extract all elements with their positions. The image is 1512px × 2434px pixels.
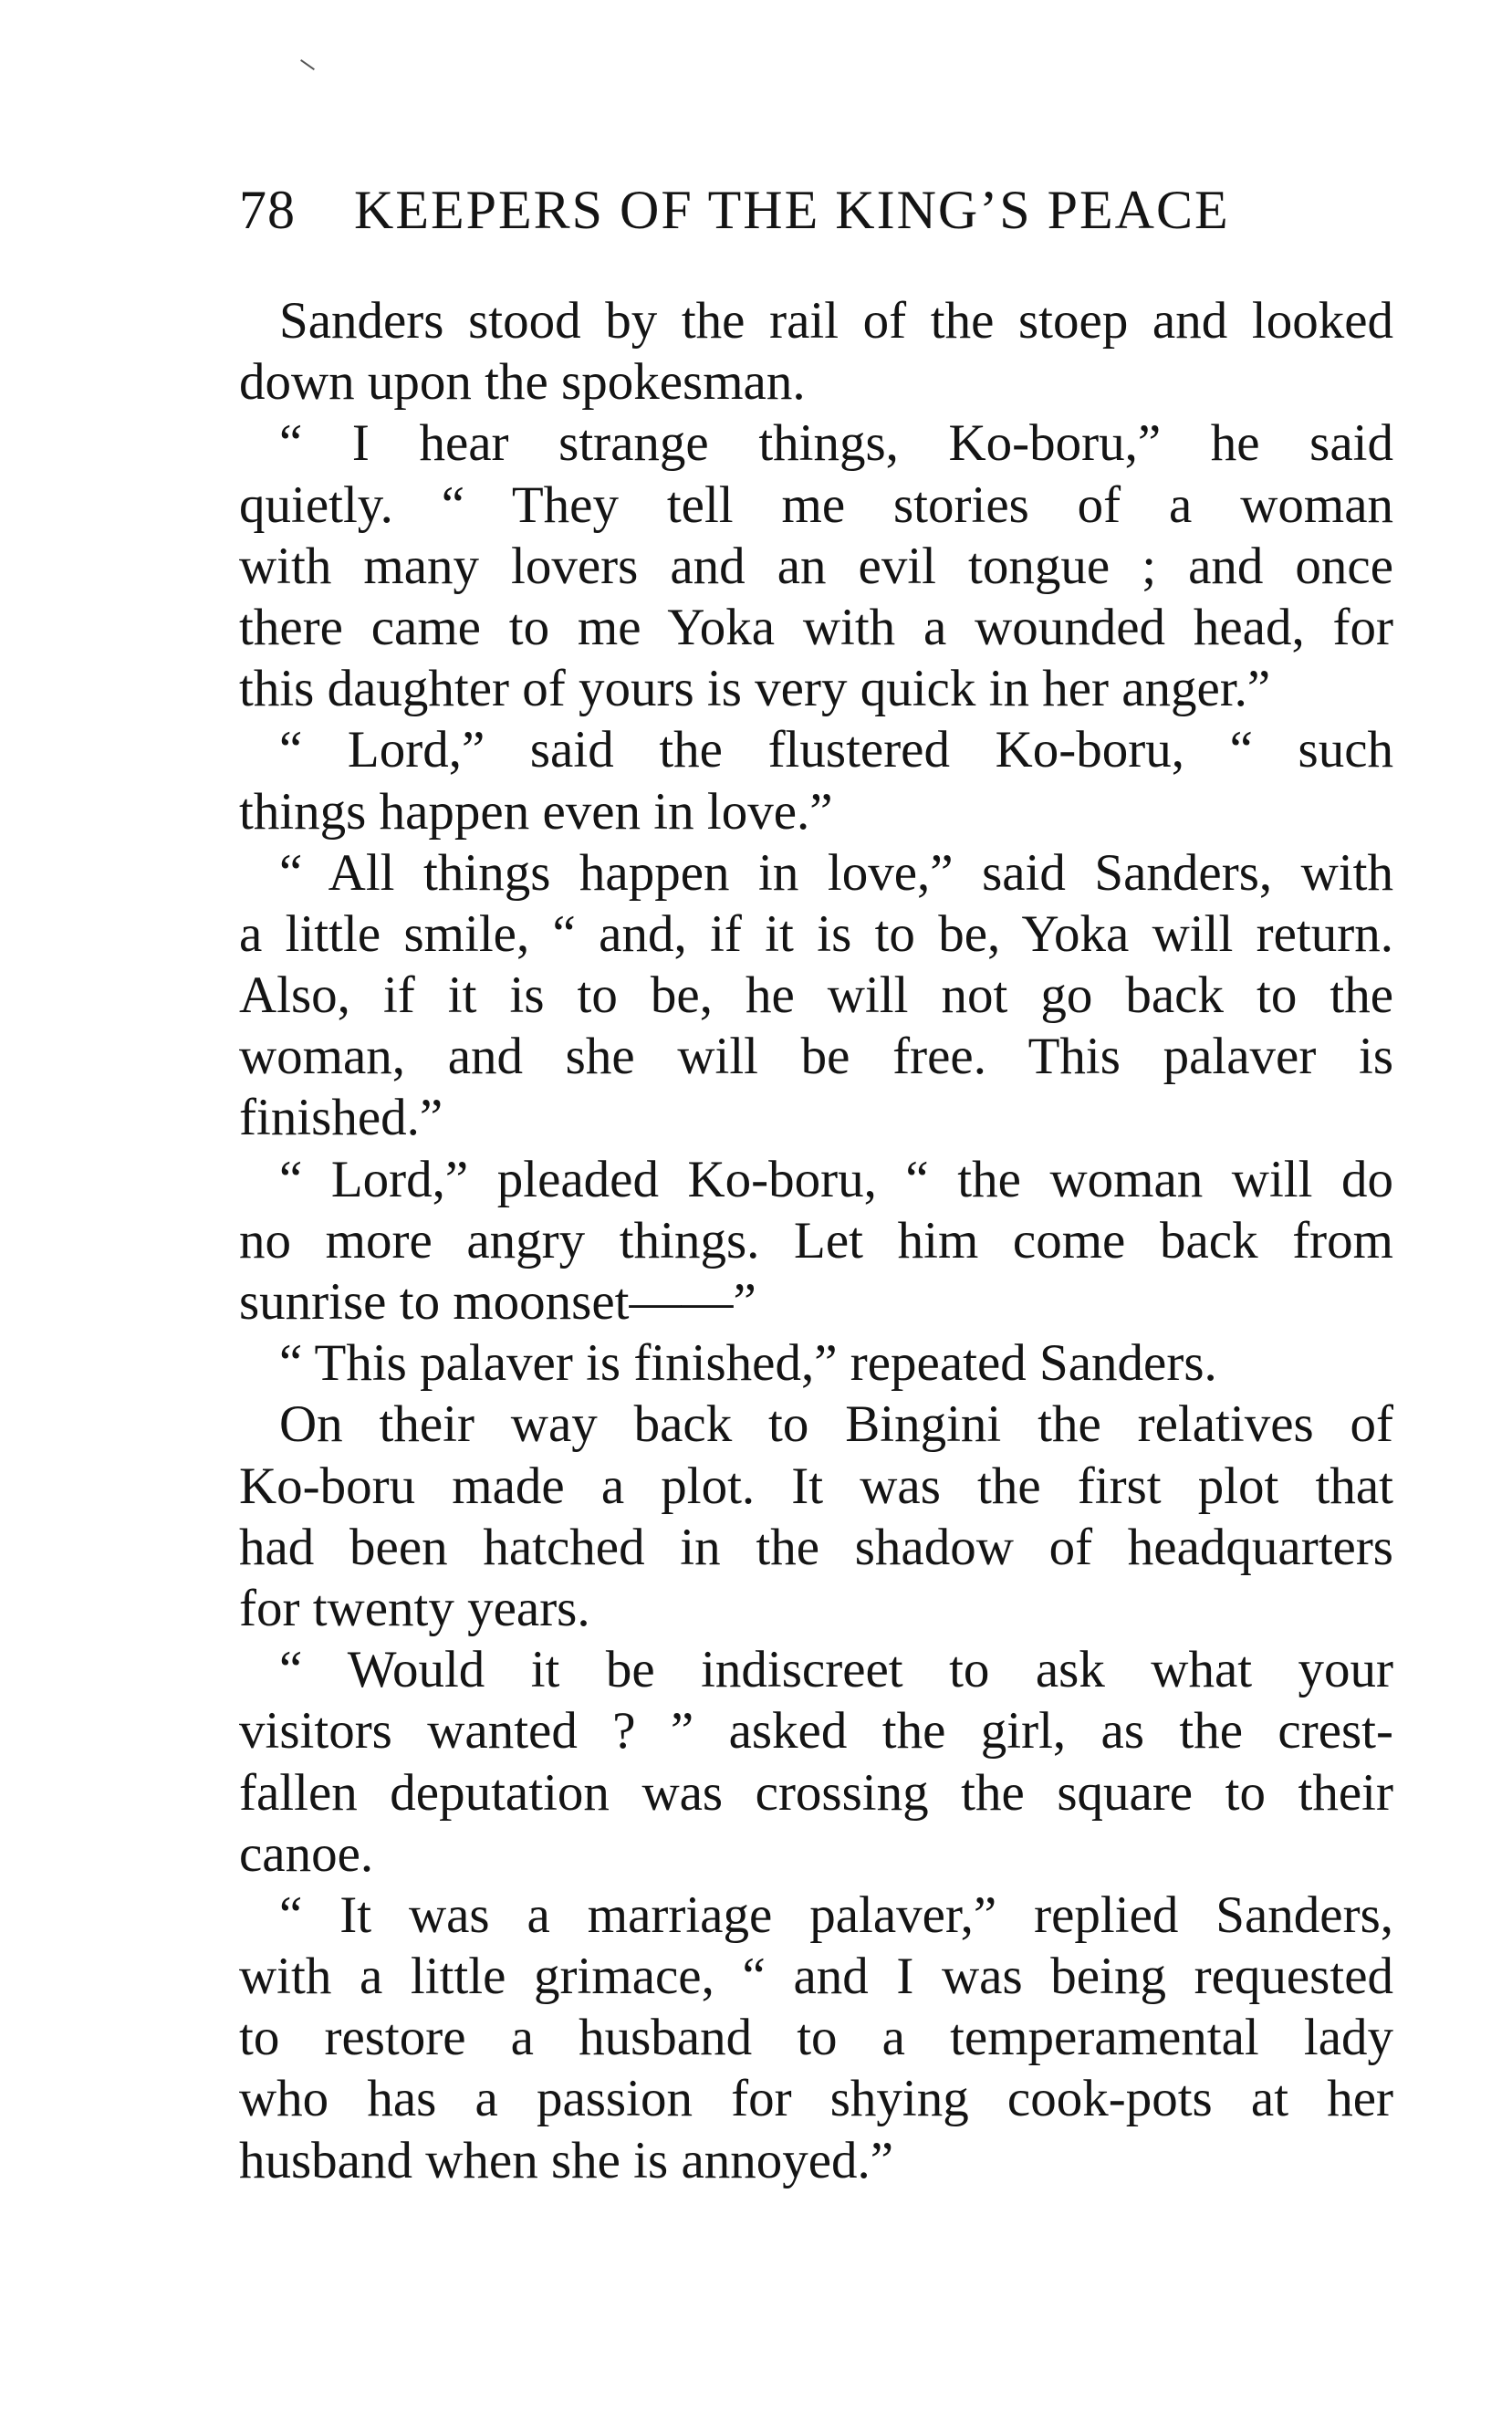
print-mark xyxy=(300,59,315,70)
text-line: no more angry things. Let him come back from xyxy=(239,1211,1393,1269)
text-line: to restore a husband to a temperamental lady xyxy=(239,2009,1393,2067)
text-line: husband when she is annoyed.” xyxy=(239,2131,894,2189)
running-title: KEEPERS OF THE KING’S PEACE xyxy=(354,180,1230,240)
text-line: fallen deputation was crossing the square to their xyxy=(239,1763,1393,1822)
text-line: Also, if it is to be, he will not go back to the xyxy=(239,966,1393,1025)
text-line: “ It was a marriage palaver,” replied Sanders, xyxy=(279,1886,1393,1944)
text-line: who has a passion for shying cook-pots at her xyxy=(239,2070,1393,2128)
text-line: “ Would it be indiscreet to ask what your xyxy=(279,1641,1393,1699)
text-line: “ I hear strange things, Ko-boru,” he said xyxy=(279,414,1393,473)
text-line: with many lovers and an evil tongue ; and once xyxy=(239,537,1393,595)
text-line: “ This palaver is finished,” repeated Sanders. xyxy=(279,1334,1217,1393)
text-line: with a little grimace, “ and I was being requested xyxy=(239,1948,1393,2006)
text-line: canoe. xyxy=(239,1824,374,1883)
text-line: things happen even in love.” xyxy=(239,782,833,841)
text-line: “ Lord,” pleaded Ko-boru, “ the woman will do xyxy=(279,1150,1393,1208)
text-line: down upon the spokesman. xyxy=(239,353,806,412)
text-line: quietly. “ They tell me stories of a woman xyxy=(239,475,1393,534)
text-line: Ko-boru made a plot. It was the first plot that xyxy=(239,1457,1393,1515)
text-line: “ All things happen in love,” said Sanders, with xyxy=(279,843,1393,902)
text-line: finished.” xyxy=(239,1089,443,1147)
text-line: Sanders stood by the rail of the stoep and looked xyxy=(279,292,1393,350)
text-line: visitors wanted ? ” asked the girl, as the crest- xyxy=(239,1702,1393,1760)
text-line: “ Lord,” said the flustered Ko-boru, “ such xyxy=(279,721,1393,779)
page-header xyxy=(239,179,1352,252)
body-text xyxy=(239,290,1393,2191)
text-line: there came to me Yoka with a wounded head, for xyxy=(239,598,1393,656)
text-line: sunrise to moonset——” xyxy=(239,1273,756,1331)
text-line: this daughter of yours is very quick in her anger.” xyxy=(239,660,1271,718)
text-line: On their way back to Bingini the relatives of xyxy=(279,1395,1393,1454)
page-number: 78 xyxy=(239,180,296,240)
text-line: had been hatched in the shadow of headquarters xyxy=(239,1518,1393,1576)
text-line: a little smile, “ and, if it is to be, Yoka will return. xyxy=(239,904,1393,963)
text-line: for twenty years. xyxy=(239,1579,590,1637)
text-line: woman, and she will be free. This palaver is xyxy=(239,1028,1393,1086)
